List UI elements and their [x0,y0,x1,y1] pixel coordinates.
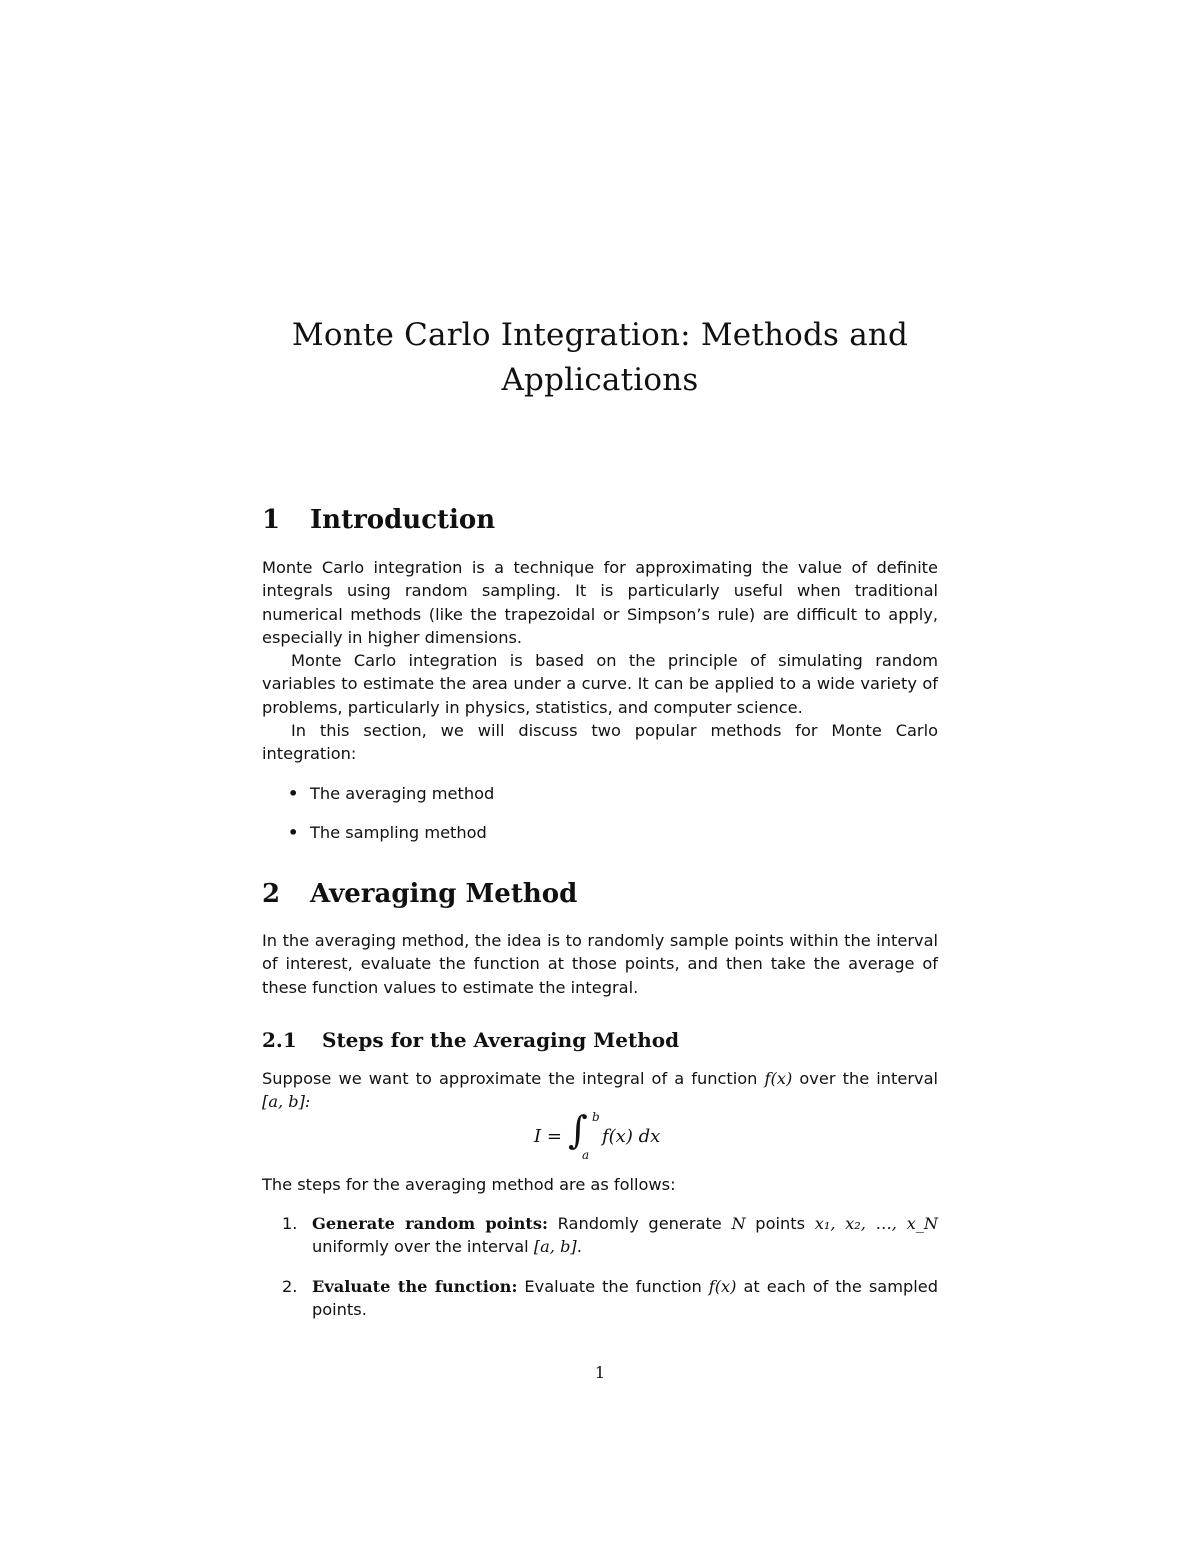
step-lead: Generate random points: [312,1214,548,1233]
interval-symbol: [a, b]: [262,1092,311,1112]
title-line-1: Monte Carlo Integration: Methods and [291,317,909,353]
document-page [262,0,938,1553]
intro-text-before: Suppose we want to approximate the integral of a function [262,1069,758,1088]
intro-text-after: over the interval [799,1069,938,1088]
step-text-before: Randomly generate [557,1214,722,1233]
equation-lhs: I = [534,1126,562,1147]
lower-limit: a [582,1148,590,1162]
integral-equation [262,1108,938,1164]
averaging-paragraph: In the averaging method, the idea is to randomly sample points within the interval of interest, evaluate the function at those points, and then take the average of these function values to estimate the integral. [262,931,938,997]
subsection-heading-steps [262,1026,938,1054]
page-number: 1 [594,1363,606,1382]
intro-paragraph-1: Monte Carlo integration is a technique for approximating the value of definite integrals using random sampling. It is particularly useful when traditional numerical methods (like the trapezoidal or Simpson’s rule) are difficult to apply, especially in higher dimensions. [262,558,938,647]
section-heading-introduction [262,503,938,537]
integral-intro-paragraph [262,1067,938,1114]
bullet-text: The averaging method [310,784,495,803]
section-number: 2 [262,879,281,909]
section-number: 1 [262,505,281,535]
integral-sign-icon: ∫ [568,1108,588,1152]
step-body [312,1275,938,1322]
intro-paragraph-2: Monte Carlo integration is based on the principle of simulating random variables to estimate the area under a curve. It can be applied to a wide variety of problems, particularly in physics, statistics, and computer science. [262,651,938,717]
step-text-mid: points [755,1214,806,1233]
step-text-after: uniformly over the interval [312,1237,529,1257]
function-symbol: f(x) [708,1277,737,1296]
intro-paragraph-3: In this section, we will discuss two popular methods for Monte Carlo integration: [262,721,938,764]
step-number: 1. [282,1214,298,1233]
bullet-item-sampling [288,821,938,844]
document-title [262,313,938,403]
bullet-item-averaging [288,782,938,805]
section-title: Averaging Method [310,879,578,909]
steps-intro: The steps for the averaging method are as follows: [262,1175,676,1194]
step-text-before: Evaluate the function [524,1277,702,1296]
section-title: Introduction [310,505,496,535]
step-lead: Evaluate the function: [312,1277,518,1296]
function-symbol: f(x) [764,1069,793,1088]
subsection-title: Steps for the Averaging Method [322,1028,680,1052]
bullet-dot-icon: • [288,784,299,803]
interval-symbol: [a, b]. [533,1237,582,1257]
upper-limit: b [592,1110,600,1124]
step-item-1 [282,1212,938,1259]
points-symbol: x₁, x₂, …, x_N [814,1214,938,1233]
bullet-text: The sampling method [310,823,487,842]
n-symbol: N [731,1214,746,1233]
integrand: f(x) dx [602,1126,661,1147]
section-heading-averaging-method [262,877,938,911]
title-line-2: Applications [501,362,699,398]
step-text-after: at each of the sampled points. [312,1277,938,1320]
bullet-dot-icon: • [288,823,299,842]
step-item-2 [282,1275,938,1322]
step-number: 2. [282,1277,298,1296]
step-body [312,1212,938,1259]
subsection-number: 2.1 [262,1028,297,1052]
